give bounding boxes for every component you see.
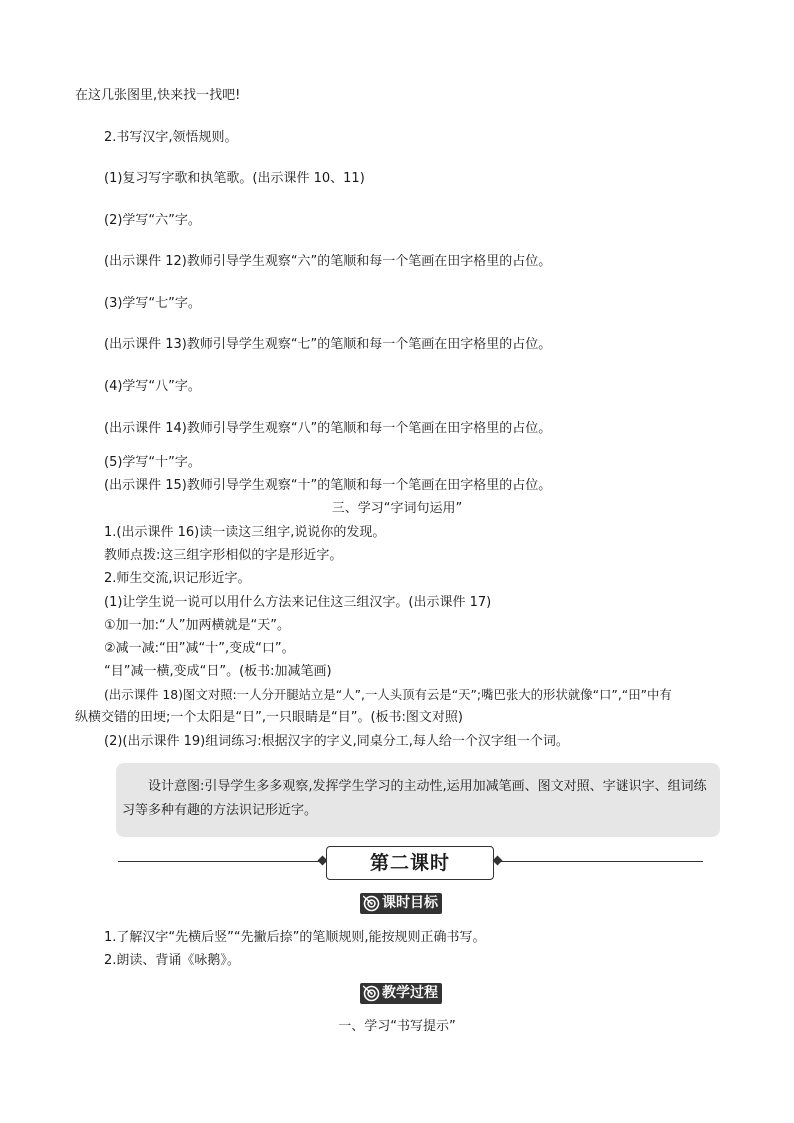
text-line: (2)(出示课件 19)组词练习:根据汉字的字义,同桌分工,每人给一个汉字组一个词。 [104,734,569,749]
text-line: ①加一加:“人”加两横就是“天”。 [104,618,290,633]
divider-left [118,861,322,862]
text-line: 1.(出示课件 16)读一读这三组字,说说你的发现。 [104,525,386,540]
process-badge [360,983,442,1004]
design-note-text: 设计意图:引导学生多多观察,发挥学生学习的主动性,运用加减笔画、图文对照、字谜识字、组词练习等多种有趣的方法识记形近字。 [122,779,707,818]
text-line: (出示课件 18)图文对照:一人分开腿站立是“人”,一人头顶有云是“天”;嘴巴张大的形状就像“口”,“田”中有 [104,687,672,702]
text-line: (1)让学生说一说可以用什么方法来记住这三组汉字。(出示课件 17) [104,595,492,610]
goals-badge-label: 课时目标 [382,895,438,911]
text-line: “目”减一横,变成“日”。(板书:加减笔画) [104,664,332,679]
goal-item: 1.了解汉字“先横后竖”“先撇后捺”的笔顺规则,能按规则正确书写。 [104,930,486,945]
text-line: 教师点拨:这三组字形相似的字是形近字。 [104,548,343,563]
text-line: 2.师生交流,识记形近字。 [104,571,251,586]
divider-right [500,861,703,862]
text-line: (出示课件 13)教师引导学生观察“七”的笔顺和每一个笔画在田字格里的占位。 [104,337,552,352]
text-line: 2.书写汉字,领悟规则。 [104,130,238,145]
goals-badge [360,893,442,914]
section-heading: 三、学习“字词句运用” [331,501,463,516]
text-line: (4)学写“八”字。 [104,379,201,394]
text-line: (2)学写“六”字。 [104,213,201,228]
process-badge-label: 教学过程 [382,985,438,1001]
text-line: (1)复习写字歌和执笔歌。(出示课件 10、11) [104,171,365,186]
text-line: (出示课件 12)教师引导学生观察“六”的笔顺和每一个笔画在田字格里的占位。 [104,254,552,269]
lesson-title: 第二课时 [326,846,494,880]
text-line: 纵横交错的田埂;一个太阳是“日”,一只眼睛是“目”。(板书:图文对照) [75,710,463,725]
text-line: 在这几张图里,快来找一找吧! [75,88,241,103]
text-line: (出示课件 15)教师引导学生观察“十”的笔顺和每一个笔画在田字格里的占位。 [104,478,552,493]
section-heading: 一、学习“书写提示” [338,1019,456,1034]
text-line: (出示课件 14)教师引导学生观察“八”的笔顺和每一个笔画在田字格里的占位。 [104,421,552,436]
text-line: (3)学写“七”字。 [104,296,201,311]
text-line: ②减一减:“田”减“十”,变成“口”。 [104,641,295,656]
text-line: (5)学写“十”字。 [104,455,201,470]
design-note-box [116,763,720,837]
target-icon [363,895,380,912]
target-icon [363,985,380,1002]
goal-item: 2.朗读、背诵《咏鹅》。 [104,953,240,968]
